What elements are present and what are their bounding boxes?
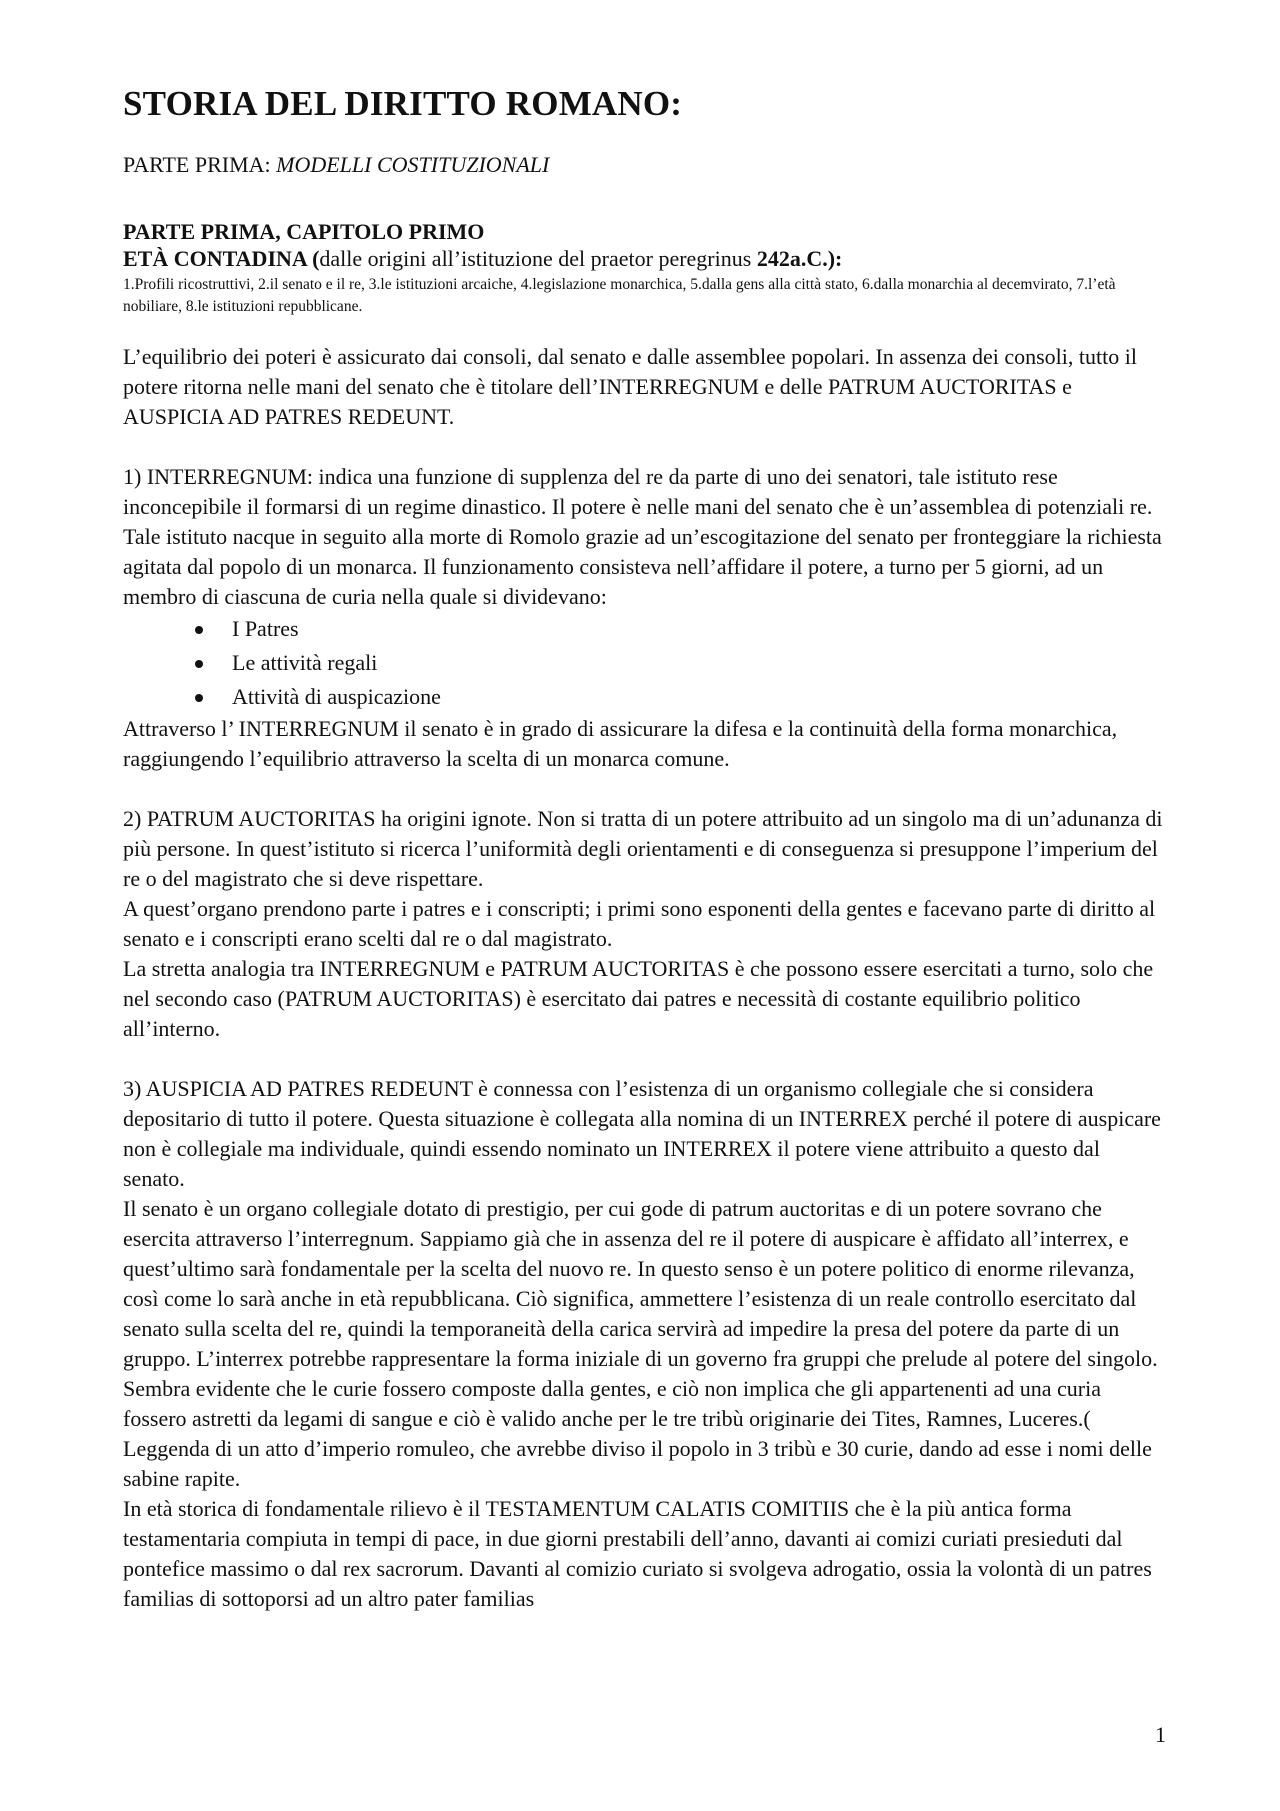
document-title: STORIA DEL DIRITTO ROMANO: — [123, 84, 683, 123]
part-prefix: PARTE PRIMA: — [123, 152, 277, 177]
list-item: Le attività regali — [123, 646, 1163, 680]
interregnum-list — [123, 612, 1163, 714]
auspicia-paragraph: 3) AUSPICIA AD PATRES REDEUNT è connessa con l’esistenza di un organismo collegiale che si considera depositario di tutto il potere. Questa situazione è collegata alla nomina di un INTERREX perché il potere di auspicare non è collegiale ma individuale, quindi essendo nominato un INTERREX il potere viene attribuito a questo dal senato. — [123, 1076, 1161, 1191]
patrum-auctoritas-paragraph: 2) PATRUM AUCTORITAS ha origini ignote. Non si tratta di un potere attribuito ad un singolo ma di un’adunanza di più persone. In quest’istituto si ricerca l’uniformità degli orientamenti e di conseguenza si presuppone l’imperium del re o del magistrato che si deve rispettare. — [123, 806, 1163, 891]
patrum-auctoritas-members: A quest’organo prendono parte i patres e i conscripti; i primi sono esponenti della gentes e facevano parte di diritto al senato e i conscripti erano scelti dal re o dal magistrato. — [123, 896, 1156, 951]
page-number: 1 — [1155, 1722, 1166, 1747]
list-item: I Patres — [123, 612, 1163, 646]
interregnum-paragraph: 1) INTERREGNUM: indica una funzione di supplenza del re da parte di uno dei senatori, tale istituto rese inconcepibile il formarsi di un regime dinastico. Il potere è nelle mani del senato che è un’assemblea di potenziali re. Tale istituto nacque in seguito alla morte di Romolo grazie ad un’escogitazione del senato per fronteggiare la richiesta agitata dal popolo di un monarca. Il funzionamento consisteva nell’affidare il potere, a turno per 5 giorni, ad un membro di ciascuna de curia nella quale si dividevano: — [123, 464, 1162, 609]
intro-paragraph: L’equilibrio dei poteri è assicurato dai consoli, dal senato e dalle assemblee popolari. In assenza dei consoli, tutto il potere ritorna nelle mani del senato che è titolare dell’INTERREGNUM e delle PATRUM AUCTORITAS e AUSPICIA AD PATRES REDEUNT. — [123, 344, 1137, 429]
era-heading — [123, 245, 1163, 273]
bullet-icon — [195, 660, 203, 668]
senate-paragraph: Il senato è un organo collegiale dotato di prestigio, per cui gode di patrum auctoritas e di un potere sovrano che esercita attraverso l’interregnum. Sappiamo già che in assenza del re il potere di auspicare è affidato all’interrex, e quest’ultimo sarà fondamentale per la scelta del nuovo re. In questo senso è un potere politico di enorme rilevanza, così come lo sarà anche in età repubblicana. Ciò significa, ammettere l’esistenza di un reale controllo esercitato dal senato sulla scelta del re, quindi la temporaneità della carica servirà ad impedire la presa del potere da parte di un gruppo. L’interrex potrebbe rappresentare la forma iniziale di un governo fra gruppi che prelude al potere del singolo. Sembra evidente che le curie fossero composte dalla gentes, e ciò non implica che gli appartenenti ad una curia fossero astretti da legami di sangue e ciò è valido anche per le tre tribù originarie dei Tites, Ramnes, Luceres.( Leggenda di un atto d’imperio romuleo, che avrebbe diviso il popolo in 3 tribù e 30 curie, dando ad esse i nomi delle sabine rapite. — [123, 1196, 1158, 1491]
testamentum-paragraph: In età storica di fondamentale rilievo è il TESTAMENTUM CALATIS COMITIIS che è la più antica forma testamentaria compiuta in tempi di pace, in due giorni prestabili dell’anno, davanti ai comizi curiati presieduti dal pontefice massimo o dal rex sacrorum. Davanti al comizio curiato si svolgeva adrogatio, ossia la volontà di un patres familias di sottoporsi ad un altro pater familias — [123, 1496, 1152, 1611]
chapter-heading: PARTE PRIMA, CAPITOLO PRIMO — [123, 219, 485, 244]
era-heading-bold-end: 242a.C.): — [756, 246, 843, 271]
era-heading-bold-start: ETÀ CONTADINA ( — [123, 246, 320, 271]
bullet-icon — [195, 694, 203, 702]
list-item: Attività di auspicazione — [123, 680, 1163, 714]
document-page — [123, 84, 1163, 1614]
patrum-auctoritas-analogy: La stretta analogia tra INTERREGNUM e PATRUM AUCTORITAS è che possono essere esercitati a turno, solo che nel secondo caso (PATRUM AUCTORITAS) è esercitato dai patres e necessità di costante equilibrio politico all’interno. — [123, 956, 1154, 1041]
bullet-icon — [195, 626, 203, 634]
interregnum-conclusion: Attraverso l’ INTERREGNUM il senato è in grado di assicurare la difesa e la continuità della forma monarchica, raggiungendo l’equilibrio attraverso la scelta di un monarca comune. — [123, 716, 1118, 771]
chapter-contents: 1.Profili ricostruttivi, 2.il senato e il re, 3.le istituzioni arcaiche, 4.legislazione monarchica, 5.dalla gens alla città stato, 6.dalla monarchia al decemvirato, 7.l’età nobiliare, 8.le istituzioni repubblicane. — [123, 276, 1116, 315]
part-heading — [123, 151, 1163, 179]
part-subtitle: MODELLI COSTITUZIONALI — [276, 152, 550, 177]
era-heading-text: dalle origini all’istituzione del praetor peregrinus — [319, 246, 757, 271]
